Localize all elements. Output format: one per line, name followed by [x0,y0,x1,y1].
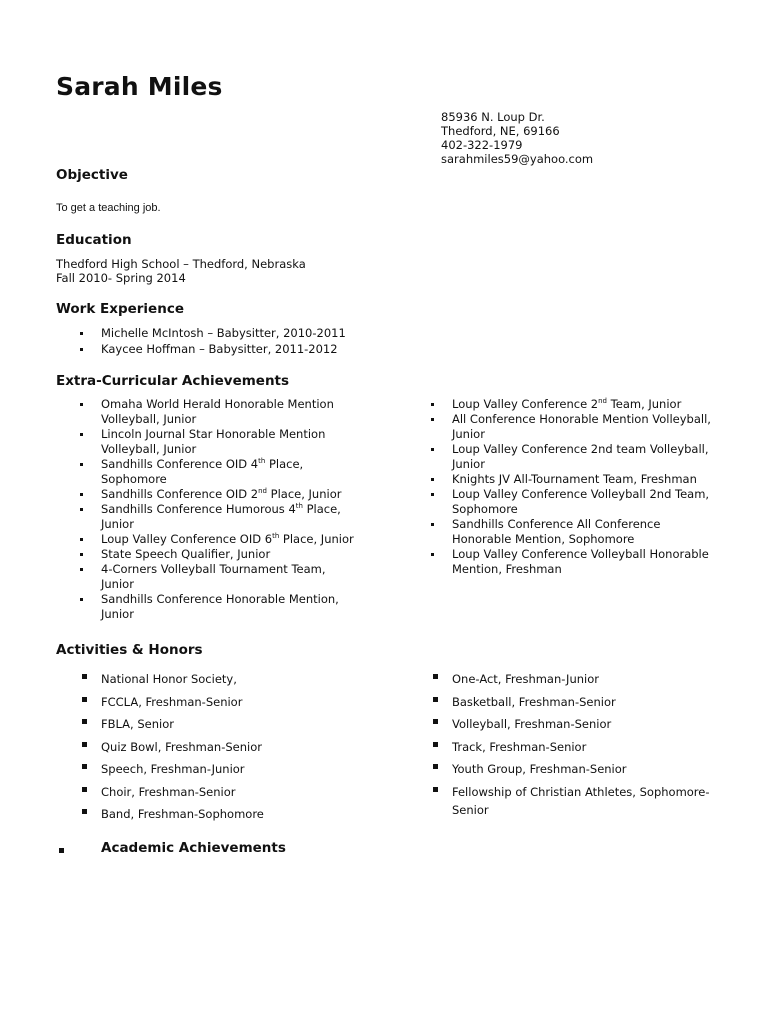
activity-item: FBLA, Senior [101,715,401,733]
extracurricular-item: Loup Valley Conference Volleyball Honorable Mention, Freshman [452,547,752,577]
activity-item: Speech, Freshman-Junior [101,760,401,778]
extracurricular-right-list [452,397,752,577]
activities-heading: Activities & Honors [56,642,203,658]
activities-right-list [452,670,752,823]
extracurricular-heading: Extra-Curricular Achievements [56,373,290,389]
extracurricular-item: Loup Valley Conference OID 6th Place, Junior [101,532,401,547]
contact-phone: 402-322-1979 [441,138,523,152]
academic-heading: Academic Achievements [101,840,286,856]
contact-street: 85936 N. Loup Dr. [441,110,545,124]
contact-email: sarahmiles59@yahoo.com [441,152,594,166]
education-dates: Fall 2010- Spring 2014 [56,271,186,285]
work-heading: Work Experience [56,301,184,317]
education-block [56,257,306,285]
contact-city: Thedford, NE, 69166 [441,124,560,138]
activity-item: Choir, Freshman-Senior [101,783,401,801]
activity-item: Band, Freshman-Sophomore [101,805,401,823]
activity-item: Youth Group, Freshman-Senior [452,760,752,778]
objective-heading: Objective [56,167,128,183]
contact-block [441,110,593,166]
activity-item: Quiz Bowl, Freshman-Senior [101,738,401,756]
activity-item: FCCLA, Freshman-Senior [101,693,401,711]
extracurricular-item: Sandhills Conference OID 4th Place, Sophomore [101,457,401,487]
activity-item: Fellowship of Christian Athletes, Sophomore- Senior [452,783,752,819]
extracurricular-item: Sandhills Conference Honorable Mention, Junior [101,592,401,622]
work-item: Kaycee Hoffman – Babysitter, 2011-2012 [101,342,401,357]
activity-item: One-Act, Freshman-Junior [452,670,752,688]
extracurricular-left-list [101,397,401,622]
activity-item: Track, Freshman-Senior [452,738,752,756]
extracurricular-item: Sandhills Conference Humorous 4th Place, Junior [101,502,401,532]
extracurricular-item: Loup Valley Conference 2nd Team, Junior [452,397,752,412]
activity-item: Volleyball, Freshman-Senior [452,715,752,733]
work-item: Michelle McIntosh – Babysitter, 2010-2011 [101,326,401,341]
activities-left-list [101,670,401,828]
extracurricular-item: Loup Valley Conference 2nd team Volleyball, Junior [452,442,752,472]
education-school: Thedford High School – Thedford, Nebraska [56,257,306,271]
education-heading: Education [56,232,132,248]
extracurricular-item: 4-Corners Volleyball Tournament Team, Junior [101,562,401,592]
activity-item: Basketball, Freshman-Senior [452,693,752,711]
extracurricular-item: All Conference Honorable Mention Volleyball, Junior [452,412,752,442]
extracurricular-item: Loup Valley Conference Volleyball 2nd Team, Sophomore [452,487,752,517]
work-list [101,326,401,357]
extracurricular-item: State Speech Qualifier, Junior [101,547,401,562]
extracurricular-item: Omaha World Herald Honorable Mention Volleyball, Junior [101,397,401,427]
extracurricular-item: Sandhills Conference OID 2nd Place, Junior [101,487,401,502]
extracurricular-item: Knights JV All-Tournament Team, Freshman [452,472,752,487]
extracurricular-item: Lincoln Journal Star Honorable Mention Volleyball, Junior [101,427,401,457]
objective-text: To get a teaching job. [56,202,161,214]
resume-name: Sarah Miles [56,72,223,101]
activity-item: National Honor Society, [101,670,401,688]
academic-bullet [59,848,64,853]
extracurricular-item: Sandhills Conference All Conference Honorable Mention, Sophomore [452,517,752,547]
